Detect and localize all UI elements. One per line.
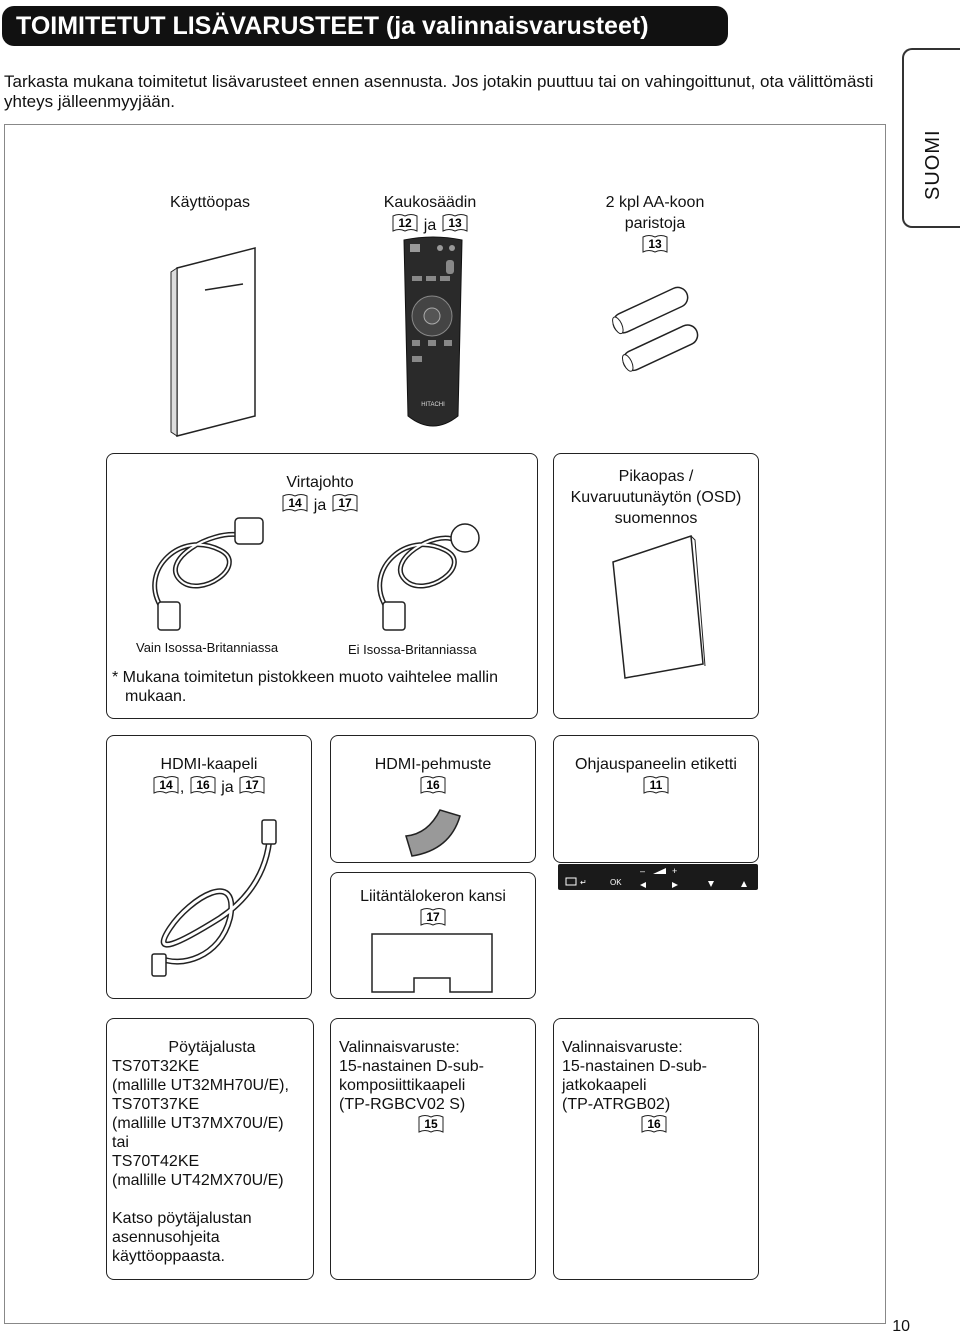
stand-line-3: (mallille UT37MX70U/E)	[112, 1115, 284, 1132]
dsub-ext-line-0: Valinnaisvaruste:	[562, 1039, 683, 1056]
stand-line-5: TS70T42KE	[112, 1153, 200, 1170]
dsub-composite-line-2: komposiittikaapeli	[339, 1077, 466, 1094]
page-ref-12-label: 12	[398, 216, 412, 230]
dsub-composite-line-0: Valinnaisvaruste:	[339, 1039, 460, 1056]
power-cord-non-uk-label: Ei Isossa-Britanniassa	[348, 642, 477, 657]
page-ref-16-label: 16	[426, 778, 440, 792]
page-ref-17-label: 17	[426, 910, 440, 924]
hdmi-cushion-title: HDMI-pehmuste	[374, 756, 492, 773]
manual-title: Käyttöopas	[169, 194, 251, 211]
dsub-ext-line-1: 15-nastainen D-sub-	[562, 1058, 707, 1075]
batteries-title-block	[580, 192, 730, 260]
sticker-plus: +	[672, 866, 678, 876]
terminal-cover-illustration	[370, 932, 496, 994]
stand-line-4: tai	[112, 1134, 129, 1151]
power-cord-note-line2: mukaan.	[125, 688, 187, 705]
remote-title-block	[355, 192, 505, 239]
dsub-composite-text	[339, 1038, 534, 1139]
page-ref-14-label: 14	[159, 778, 173, 792]
quick-guide-line2: Kuvaruutunäytön (OSD)	[570, 489, 742, 506]
dsub-ext-line-3: (TP-ATRGB02)	[562, 1096, 671, 1113]
manual-illustration	[165, 238, 265, 438]
power-cord-title: Virtajohto	[286, 474, 354, 491]
page-ref-13-label: 13	[447, 216, 462, 230]
power-cord-uk-illustration	[140, 510, 280, 640]
ref-connector: ja	[313, 497, 327, 515]
stand-note-line-1: asennusohjeita	[112, 1229, 220, 1246]
stand-line-1: (mallille UT32MH70U/E),	[112, 1077, 289, 1094]
power-cord-note	[112, 668, 532, 706]
language-tab	[902, 48, 960, 228]
page-ref-16-label: 16	[647, 1117, 661, 1131]
stand-title: Pöytäjalusta	[168, 1039, 256, 1056]
stand-text	[112, 1038, 312, 1266]
ref-comma: ,	[179, 779, 185, 797]
remote-title: Kaukosäädin	[383, 194, 477, 211]
page-ref-16-label: 16	[196, 778, 210, 792]
stand-line-0: TS70T32KE	[112, 1058, 200, 1075]
stand-note-line-0: Katso pöytäjalustan	[112, 1210, 252, 1227]
page-ref-17-label: 17	[337, 496, 352, 510]
intro-text: Tarkasta mukana toimitetut lisävarusteet ennen asennusta. Jos jotakin puuttuu tai on vahingoittunut, ota välittömästi yhteys jälleenmyyjään.	[4, 72, 874, 111]
batteries-line1: 2 kpl AA-koon	[605, 194, 705, 211]
page-ref-11-label: 11	[649, 778, 663, 792]
dsub-composite-line-1: 15-nastainen D-sub-	[339, 1058, 484, 1075]
hdmi-cable-illustration	[140, 808, 290, 983]
stand-note-line-2: käyttöoppaasta.	[112, 1248, 225, 1265]
remote-brand-label: HITACHI	[421, 402, 445, 408]
page-ref-17-label: 17	[245, 778, 259, 792]
dsub-ext-text	[562, 1038, 757, 1139]
page-ref-16	[419, 775, 447, 801]
sticker-minus: –	[640, 866, 646, 876]
control-panel-sticker	[558, 864, 758, 892]
panel-label-title-block	[555, 754, 757, 801]
page-ref-15-label: 15	[424, 1117, 438, 1131]
quick-guide-line3: suomennos	[614, 510, 698, 527]
stand-line-2: TS70T37KE	[112, 1096, 200, 1113]
page-ref-15	[417, 1114, 445, 1139]
batteries-line2: paristoja	[624, 215, 686, 232]
terminal-cover-title-block	[332, 886, 534, 933]
section-header: TOIMITETUT LISÄVARUSTEET (ja valinnaisvarusteet)	[2, 6, 728, 46]
page-number: 10	[892, 1318, 910, 1335]
power-cord-uk-label: Vain Isossa-Britanniassa	[136, 640, 279, 655]
svg-text:↵: ↵	[580, 878, 587, 887]
hdmi-cable-page-refs	[108, 775, 310, 801]
ref-connector: ja	[221, 779, 234, 797]
page-ref-14	[281, 493, 309, 519]
page-ref-13	[641, 234, 669, 260]
ref-connector: ja	[423, 217, 437, 235]
page-ref-17	[238, 775, 266, 801]
quick-guide-illustration	[605, 532, 710, 682]
dsub-ext-line-2: jatkokaapeli	[562, 1077, 647, 1094]
terminal-cover-title: Liitäntälokeron kansi	[360, 888, 506, 905]
page-ref-16	[640, 1114, 668, 1139]
sticker-ok: OK	[610, 878, 622, 887]
language-tab-label: SUOMI	[922, 129, 944, 200]
quick-guide-line1: Pikaopas /	[618, 468, 694, 485]
page-ref-11	[642, 775, 670, 801]
dsub-composite-line-3: (TP-RGBCV02 S)	[339, 1096, 466, 1113]
page-ref-17	[419, 907, 447, 933]
panel-label-title: Ohjauspaneelin etiketti	[575, 756, 737, 773]
remote-control-illustration	[400, 236, 466, 434]
page-ref-16	[189, 775, 217, 801]
power-cord-note-line1: * Mukana toimitetun pistokkeen muoto vaihtelee mallin	[112, 669, 498, 686]
hdmi-cable-title: HDMI-kaapeli	[160, 756, 258, 773]
hdmi-cushion-title-block	[332, 754, 534, 801]
power-cord-eu-illustration	[355, 510, 495, 640]
hdmi-cushion-illustration	[398, 802, 464, 858]
hdmi-cable-title-block	[108, 754, 310, 801]
quick-guide-title	[555, 466, 757, 529]
batteries-illustration	[600, 278, 710, 378]
page-ref-13-label: 13	[648, 237, 662, 251]
page-ref-14	[152, 775, 180, 801]
stand-line-6: (mallille UT42MX70U/E)	[112, 1172, 284, 1189]
page-ref-14-label: 14	[288, 496, 302, 510]
